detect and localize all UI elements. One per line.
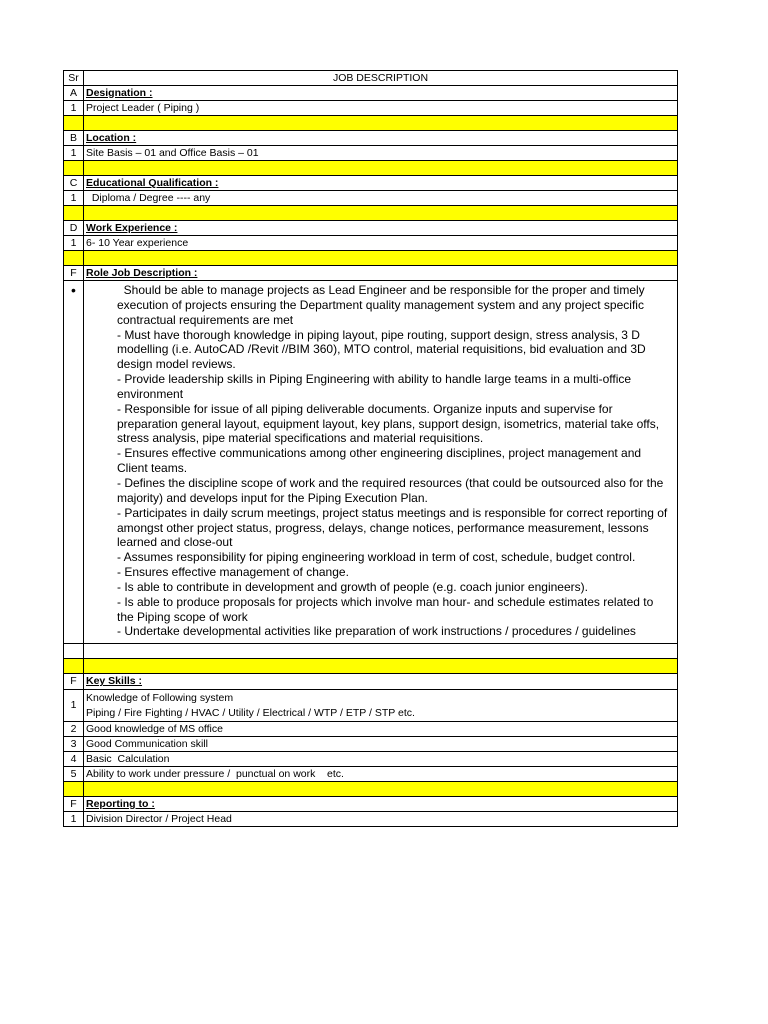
role-line: - Participates in daily scrum meetings, project status meetings and is responsible for correct reporting of (117, 505, 668, 520)
role-description (84, 281, 678, 644)
role-line: Client teams. (117, 461, 188, 476)
role-line: learned and close-out (117, 535, 233, 550)
skill-item: Basic Calculation (84, 752, 678, 767)
section-letter: F (64, 797, 84, 812)
reporting-heading-row (64, 797, 678, 812)
row-number: 1 (64, 236, 84, 251)
role-line: - Ensures effective communications among other engineering disciplines, project management and (117, 446, 642, 461)
role-line: - Is able to produce proposals for projects which involve man hour- and schedule estimates related to (117, 594, 654, 609)
row-number: 1 (64, 690, 84, 722)
empty-row (64, 644, 678, 659)
experience-heading-row (64, 221, 678, 236)
skill-item (84, 690, 678, 722)
location-row (64, 146, 678, 161)
skill-row (64, 690, 678, 722)
experience-row (64, 236, 678, 251)
yellow-separator (64, 251, 678, 266)
skills-heading: Key Skills : (84, 674, 678, 690)
skills-heading-row (64, 674, 678, 690)
role-line: preparation general layout, equipment layout, key plans, support design, isometrics, material take offs, (117, 416, 660, 431)
role-line: Should be able to manage projects as Lead Engineer and be responsible for the proper and timely (117, 283, 645, 297)
role-line: contractual requirements are met (117, 312, 294, 327)
role-line: stress analysis, pipe material specifications and material requisitions. (117, 431, 484, 446)
section-letter: F (64, 266, 84, 281)
role-line: majority) and develops input for the Piping Execution Plan. (117, 490, 428, 505)
row-number: 4 (64, 752, 84, 767)
location-heading: Location : (84, 131, 678, 146)
job-description-table (63, 70, 678, 827)
role-line: - Responsible for issue of all piping deliverable documents. Organize inputs and supervise for (117, 401, 613, 416)
role-description-row (64, 281, 678, 644)
bullet-icon: • (64, 281, 84, 644)
yellow-separator (64, 161, 678, 176)
role-line: - Undertake developmental activities like preparation of work instructions / procedures / guidelines (117, 624, 636, 639)
skill-row (64, 722, 678, 737)
sr-header: Sr (64, 71, 84, 86)
section-letter: C (64, 176, 84, 191)
location-heading-row (64, 131, 678, 146)
skill-row (64, 737, 678, 752)
education-value: Diploma / Degree ---- any (84, 191, 678, 206)
header-row (64, 71, 678, 86)
role-line: modelling (i.e. AutoCAD /Revit //BIM 360), MTO control, material requisitions, bid evaluation and 3D (117, 342, 646, 357)
role-heading: Role Job Description : (84, 266, 678, 281)
skill-line: Knowledge of Following system (86, 691, 234, 704)
role-line: - Assumes responsibility for piping engineering workload in term of cost, schedule, budget control. (117, 550, 636, 565)
role-line: execution of projects ensuring the Department quality management system and any project specific (117, 297, 644, 312)
yellow-separator (64, 659, 678, 674)
section-letter: B (64, 131, 84, 146)
role-line: environment (117, 386, 184, 401)
role-heading-row (64, 266, 678, 281)
row-number: 1 (64, 101, 84, 116)
section-letter: D (64, 221, 84, 236)
yellow-separator (64, 206, 678, 221)
yellow-separator (64, 782, 678, 797)
location-value: Site Basis – 01 and Office Basis – 01 (84, 146, 678, 161)
section-letter: F (64, 674, 84, 690)
row-number: 1 (64, 812, 84, 827)
role-line: - Must have thorough knowledge in piping layout, pipe routing, support design, stress analysis, 3 D (117, 327, 640, 342)
reporting-heading: Reporting to : (84, 797, 678, 812)
role-line: - Defines the discipline scope of work and the required resources (that could be outsourced also for the (117, 475, 664, 490)
role-line: design model reviews. (117, 357, 236, 372)
designation-heading-row (64, 86, 678, 101)
table-title: JOB DESCRIPTION (84, 71, 678, 86)
skill-item: Ability to work under pressure / punctual on work etc. (84, 767, 678, 782)
education-heading: Educational Qualification : (84, 176, 678, 191)
reporting-row (64, 812, 678, 827)
reporting-value: Division Director / Project Head (84, 812, 678, 827)
education-heading-row (64, 176, 678, 191)
section-letter: A (64, 86, 84, 101)
role-line: - Provide leadership skills in Piping Engineering with ability to handle large teams in a multi-office (117, 372, 632, 387)
skill-row (64, 752, 678, 767)
skill-item: Good knowledge of MS office (84, 722, 678, 737)
designation-row (64, 101, 678, 116)
education-row (64, 191, 678, 206)
row-number: 3 (64, 737, 84, 752)
skill-line: Piping / Fire Fighting / HVAC / Utility / Electrical / WTP / ETP / STP etc. (86, 706, 415, 719)
role-line: the Piping scope of work (117, 609, 248, 624)
row-number: 2 (64, 722, 84, 737)
role-line: - Ensures effective management of change. (117, 565, 349, 580)
row-number: 5 (64, 767, 84, 782)
designation-heading: Designation : (84, 86, 678, 101)
role-line: amongst other project status, progress, delays, change notices, performance measurement, lessons (117, 520, 649, 535)
skill-item: Good Communication skill (84, 737, 678, 752)
role-line: - Is able to contribute in development and growth of people (e.g. coach junior engineers). (117, 579, 588, 594)
experience-heading: Work Experience : (84, 221, 678, 236)
row-number: 1 (64, 146, 84, 161)
experience-value: 6- 10 Year experience (84, 236, 678, 251)
skill-row (64, 767, 678, 782)
yellow-separator (64, 116, 678, 131)
designation-value: Project Leader ( Piping ) (84, 101, 678, 116)
row-number: 1 (64, 191, 84, 206)
